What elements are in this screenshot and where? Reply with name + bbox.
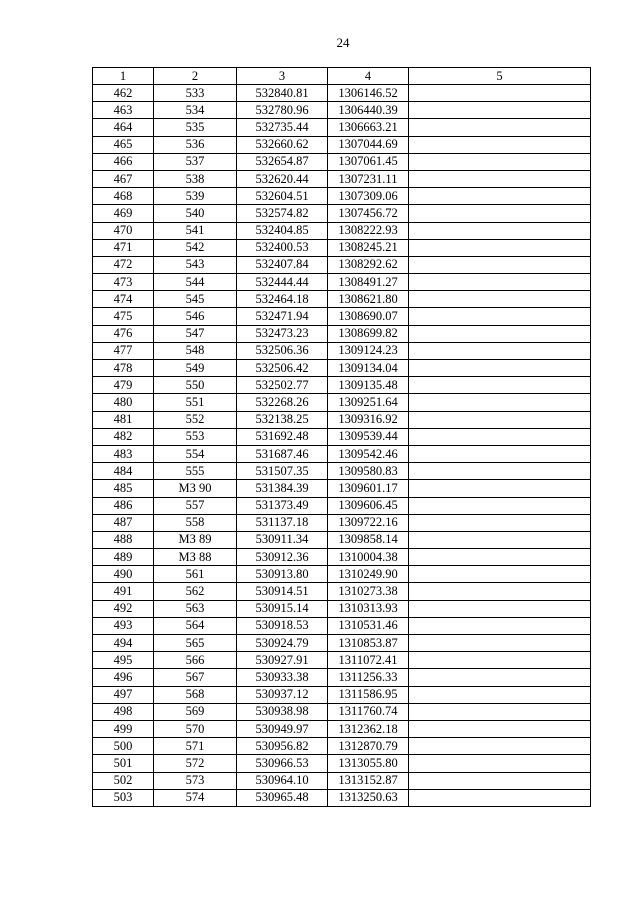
x-coordinate-cell: 530937.12	[237, 686, 328, 703]
table-row	[93, 360, 591, 377]
y-coordinate-cell: 1309722.16	[328, 514, 409, 531]
point-number-cell: 537	[154, 153, 237, 170]
row-index-cell: 492	[93, 600, 154, 617]
x-coordinate-cell: 532620.44	[237, 170, 328, 187]
x-coordinate-cell: 531507.35	[237, 463, 328, 480]
table-row	[93, 291, 591, 308]
row-index-cell: 479	[93, 377, 154, 394]
row-index-cell: 463	[93, 102, 154, 119]
x-coordinate-cell: 532780.96	[237, 102, 328, 119]
point-number-cell: 547	[154, 325, 237, 342]
point-number-cell: 539	[154, 188, 237, 205]
note-cell	[409, 360, 591, 377]
table-row	[93, 136, 591, 153]
note-cell	[409, 325, 591, 342]
note-cell	[409, 772, 591, 789]
row-index-cell: 480	[93, 394, 154, 411]
x-coordinate-cell: 532268.26	[237, 394, 328, 411]
point-number-cell: 550	[154, 377, 237, 394]
point-number-cell: 541	[154, 222, 237, 239]
column-header-1: 1	[93, 68, 154, 85]
row-index-cell: 467	[93, 170, 154, 187]
point-number-cell: 572	[154, 755, 237, 772]
row-index-cell: 475	[93, 308, 154, 325]
y-coordinate-cell: 1306663.21	[328, 119, 409, 136]
point-number-cell: 540	[154, 205, 237, 222]
table-row	[93, 531, 591, 548]
point-number-cell: 564	[154, 617, 237, 634]
y-coordinate-cell: 1307456.72	[328, 205, 409, 222]
row-index-cell: 499	[93, 720, 154, 737]
x-coordinate-cell: 530913.80	[237, 566, 328, 583]
table-row	[93, 549, 591, 566]
note-cell	[409, 566, 591, 583]
row-index-cell: 489	[93, 549, 154, 566]
y-coordinate-cell: 1309316.92	[328, 411, 409, 428]
note-cell	[409, 308, 591, 325]
table-body	[93, 85, 591, 807]
y-coordinate-cell: 1311256.33	[328, 669, 409, 686]
y-coordinate-cell: 1310273.38	[328, 583, 409, 600]
x-coordinate-cell: 532660.62	[237, 136, 328, 153]
y-coordinate-cell: 1313055.80	[328, 755, 409, 772]
table-row	[93, 428, 591, 445]
row-index-cell: 484	[93, 463, 154, 480]
note-cell	[409, 497, 591, 514]
note-cell	[409, 531, 591, 548]
point-number-cell: 571	[154, 738, 237, 755]
y-coordinate-cell: 1312870.79	[328, 738, 409, 755]
y-coordinate-cell: 1309606.45	[328, 497, 409, 514]
note-cell	[409, 600, 591, 617]
note-cell	[409, 549, 591, 566]
table-row	[93, 480, 591, 497]
y-coordinate-cell: 1309542.46	[328, 445, 409, 462]
row-index-cell: 495	[93, 652, 154, 669]
table-row	[93, 686, 591, 703]
x-coordinate-cell: 532506.36	[237, 342, 328, 359]
x-coordinate-cell: 531373.49	[237, 497, 328, 514]
note-cell	[409, 652, 591, 669]
row-index-cell: 462	[93, 85, 154, 102]
point-number-cell: 557	[154, 497, 237, 514]
y-coordinate-cell: 1309251.64	[328, 394, 409, 411]
x-coordinate-cell: 530915.14	[237, 600, 328, 617]
note-cell	[409, 686, 591, 703]
x-coordinate-cell: 530911.34	[237, 531, 328, 548]
x-coordinate-cell: 532735.44	[237, 119, 328, 136]
row-index-cell: 478	[93, 360, 154, 377]
y-coordinate-cell: 1311586.95	[328, 686, 409, 703]
table-row	[93, 85, 591, 102]
x-coordinate-cell: 532464.18	[237, 291, 328, 308]
table-row	[93, 789, 591, 806]
point-number-cell: 568	[154, 686, 237, 703]
x-coordinate-cell: 532654.87	[237, 153, 328, 170]
table-header-row	[93, 68, 591, 85]
row-index-cell: 501	[93, 755, 154, 772]
note-cell	[409, 188, 591, 205]
table-row	[93, 445, 591, 462]
y-coordinate-cell: 1313152.87	[328, 772, 409, 789]
table-row	[93, 566, 591, 583]
y-coordinate-cell: 1308245.21	[328, 239, 409, 256]
row-index-cell: 470	[93, 222, 154, 239]
row-index-cell: 482	[93, 428, 154, 445]
point-number-cell: 542	[154, 239, 237, 256]
x-coordinate-cell: 530912.36	[237, 549, 328, 566]
table-row	[93, 256, 591, 273]
y-coordinate-cell: 1309135.48	[328, 377, 409, 394]
y-coordinate-cell: 1311072.41	[328, 652, 409, 669]
point-number-cell: 553	[154, 428, 237, 445]
table-row	[93, 377, 591, 394]
note-cell	[409, 703, 591, 720]
note-cell	[409, 85, 591, 102]
point-number-cell: 573	[154, 772, 237, 789]
x-coordinate-cell: 530964.10	[237, 772, 328, 789]
x-coordinate-cell: 531384.39	[237, 480, 328, 497]
table-row	[93, 170, 591, 187]
point-number-cell: 534	[154, 102, 237, 119]
point-number-cell: 555	[154, 463, 237, 480]
row-index-cell: 494	[93, 635, 154, 652]
x-coordinate-cell: 530933.38	[237, 669, 328, 686]
x-coordinate-cell: 530965.48	[237, 789, 328, 806]
note-cell	[409, 583, 591, 600]
table-row	[93, 583, 591, 600]
table-row	[93, 188, 591, 205]
x-coordinate-cell: 532444.44	[237, 274, 328, 291]
point-number-cell: 549	[154, 360, 237, 377]
note-cell	[409, 445, 591, 462]
note-cell	[409, 136, 591, 153]
note-cell	[409, 291, 591, 308]
row-index-cell: 500	[93, 738, 154, 755]
x-coordinate-cell: 531137.18	[237, 514, 328, 531]
table-row	[93, 600, 591, 617]
table-row	[93, 342, 591, 359]
row-index-cell: 477	[93, 342, 154, 359]
point-number-cell: 567	[154, 669, 237, 686]
table-row	[93, 411, 591, 428]
note-cell	[409, 394, 591, 411]
row-index-cell: 469	[93, 205, 154, 222]
row-index-cell: 476	[93, 325, 154, 342]
x-coordinate-cell: 530918.53	[237, 617, 328, 634]
y-coordinate-cell: 1309124.23	[328, 342, 409, 359]
x-coordinate-cell: 530927.91	[237, 652, 328, 669]
note-cell	[409, 377, 591, 394]
x-coordinate-cell: 532400.53	[237, 239, 328, 256]
y-coordinate-cell: 1308690.07	[328, 308, 409, 325]
row-index-cell: 497	[93, 686, 154, 703]
coordinates-table	[92, 67, 591, 807]
y-coordinate-cell: 1313250.63	[328, 789, 409, 806]
x-coordinate-cell: 530914.51	[237, 583, 328, 600]
y-coordinate-cell: 1308292.62	[328, 256, 409, 273]
table-row	[93, 514, 591, 531]
point-number-cell: 544	[154, 274, 237, 291]
table-row	[93, 463, 591, 480]
row-index-cell: 466	[93, 153, 154, 170]
point-number-cell: 570	[154, 720, 237, 737]
x-coordinate-cell: 530966.53	[237, 755, 328, 772]
note-cell	[409, 205, 591, 222]
y-coordinate-cell: 1307231.11	[328, 170, 409, 187]
x-coordinate-cell: 531687.46	[237, 445, 328, 462]
note-cell	[409, 274, 591, 291]
note-cell	[409, 635, 591, 652]
row-index-cell: 496	[93, 669, 154, 686]
y-coordinate-cell: 1310004.38	[328, 549, 409, 566]
point-number-cell: 552	[154, 411, 237, 428]
table-row	[93, 617, 591, 634]
table-row	[93, 772, 591, 789]
point-number-cell: 565	[154, 635, 237, 652]
point-number-cell: 548	[154, 342, 237, 359]
row-index-cell: 486	[93, 497, 154, 514]
x-coordinate-cell: 532840.81	[237, 85, 328, 102]
table-row	[93, 239, 591, 256]
point-number-cell: 533	[154, 85, 237, 102]
note-cell	[409, 119, 591, 136]
y-coordinate-cell: 1308491.27	[328, 274, 409, 291]
table-row	[93, 738, 591, 755]
point-number-cell: 558	[154, 514, 237, 531]
row-index-cell: 465	[93, 136, 154, 153]
note-cell	[409, 480, 591, 497]
note-cell	[409, 153, 591, 170]
y-coordinate-cell: 1306146.52	[328, 85, 409, 102]
column-header-5: 5	[409, 68, 591, 85]
row-index-cell: 481	[93, 411, 154, 428]
point-number-cell: МЗ 89	[154, 531, 237, 548]
y-coordinate-cell: 1309580.83	[328, 463, 409, 480]
note-cell	[409, 617, 591, 634]
point-number-cell: 561	[154, 566, 237, 583]
row-index-cell: 485	[93, 480, 154, 497]
point-number-cell: 574	[154, 789, 237, 806]
table-row	[93, 635, 591, 652]
x-coordinate-cell: 532604.51	[237, 188, 328, 205]
table-row	[93, 669, 591, 686]
table-row	[93, 755, 591, 772]
x-coordinate-cell: 532138.25	[237, 411, 328, 428]
point-number-cell: МЗ 88	[154, 549, 237, 566]
row-index-cell: 487	[93, 514, 154, 531]
point-number-cell: 569	[154, 703, 237, 720]
x-coordinate-cell: 530949.97	[237, 720, 328, 737]
y-coordinate-cell: 1307044.69	[328, 136, 409, 153]
note-cell	[409, 342, 591, 359]
point-number-cell: МЗ 90	[154, 480, 237, 497]
note-cell	[409, 239, 591, 256]
y-coordinate-cell: 1310531.46	[328, 617, 409, 634]
row-index-cell: 473	[93, 274, 154, 291]
row-index-cell: 493	[93, 617, 154, 634]
x-coordinate-cell: 530924.79	[237, 635, 328, 652]
y-coordinate-cell: 1309134.04	[328, 360, 409, 377]
row-index-cell: 474	[93, 291, 154, 308]
column-header-4: 4	[328, 68, 409, 85]
table-row	[93, 720, 591, 737]
table-row	[93, 274, 591, 291]
note-cell	[409, 720, 591, 737]
point-number-cell: 551	[154, 394, 237, 411]
table-row	[93, 153, 591, 170]
y-coordinate-cell: 1309601.17	[328, 480, 409, 497]
y-coordinate-cell: 1307309.06	[328, 188, 409, 205]
point-number-cell: 546	[154, 308, 237, 325]
x-coordinate-cell: 532407.84	[237, 256, 328, 273]
row-index-cell: 498	[93, 703, 154, 720]
x-coordinate-cell: 531692.48	[237, 428, 328, 445]
y-coordinate-cell: 1307061.45	[328, 153, 409, 170]
table-row	[93, 652, 591, 669]
x-coordinate-cell: 530956.82	[237, 738, 328, 755]
y-coordinate-cell: 1309858.14	[328, 531, 409, 548]
note-cell	[409, 170, 591, 187]
y-coordinate-cell: 1308699.82	[328, 325, 409, 342]
x-coordinate-cell: 532574.82	[237, 205, 328, 222]
x-coordinate-cell: 530938.98	[237, 703, 328, 720]
point-number-cell: 554	[154, 445, 237, 462]
table-row	[93, 205, 591, 222]
y-coordinate-cell: 1309539.44	[328, 428, 409, 445]
note-cell	[409, 738, 591, 755]
y-coordinate-cell: 1310853.87	[328, 635, 409, 652]
point-number-cell: 543	[154, 256, 237, 273]
row-index-cell: 490	[93, 566, 154, 583]
note-cell	[409, 428, 591, 445]
point-number-cell: 545	[154, 291, 237, 308]
table-row	[93, 308, 591, 325]
note-cell	[409, 256, 591, 273]
y-coordinate-cell: 1311760.74	[328, 703, 409, 720]
x-coordinate-cell: 532473.23	[237, 325, 328, 342]
point-number-cell: 538	[154, 170, 237, 187]
table-row	[93, 119, 591, 136]
point-number-cell: 566	[154, 652, 237, 669]
row-index-cell: 471	[93, 239, 154, 256]
y-coordinate-cell: 1310313.93	[328, 600, 409, 617]
table-row	[93, 497, 591, 514]
note-cell	[409, 102, 591, 119]
note-cell	[409, 514, 591, 531]
x-coordinate-cell: 532502.77	[237, 377, 328, 394]
y-coordinate-cell: 1308222.93	[328, 222, 409, 239]
note-cell	[409, 789, 591, 806]
x-coordinate-cell: 532404.85	[237, 222, 328, 239]
column-header-2: 2	[154, 68, 237, 85]
note-cell	[409, 463, 591, 480]
y-coordinate-cell: 1310249.90	[328, 566, 409, 583]
row-index-cell: 488	[93, 531, 154, 548]
note-cell	[409, 755, 591, 772]
table-row	[93, 222, 591, 239]
page-number: 24	[336, 35, 350, 50]
row-index-cell: 491	[93, 583, 154, 600]
table-row	[93, 325, 591, 342]
column-header-3: 3	[237, 68, 328, 85]
y-coordinate-cell: 1312362.18	[328, 720, 409, 737]
row-index-cell: 464	[93, 119, 154, 136]
note-cell	[409, 222, 591, 239]
point-number-cell: 536	[154, 136, 237, 153]
row-index-cell: 468	[93, 188, 154, 205]
point-number-cell: 535	[154, 119, 237, 136]
x-coordinate-cell: 532506.42	[237, 360, 328, 377]
row-index-cell: 502	[93, 772, 154, 789]
x-coordinate-cell: 532471.94	[237, 308, 328, 325]
table-row	[93, 394, 591, 411]
table-row	[93, 102, 591, 119]
row-index-cell: 483	[93, 445, 154, 462]
row-index-cell: 503	[93, 789, 154, 806]
table-row	[93, 703, 591, 720]
point-number-cell: 562	[154, 583, 237, 600]
row-index-cell: 472	[93, 256, 154, 273]
y-coordinate-cell: 1306440.39	[328, 102, 409, 119]
note-cell	[409, 669, 591, 686]
note-cell	[409, 411, 591, 428]
y-coordinate-cell: 1308621.80	[328, 291, 409, 308]
point-number-cell: 563	[154, 600, 237, 617]
